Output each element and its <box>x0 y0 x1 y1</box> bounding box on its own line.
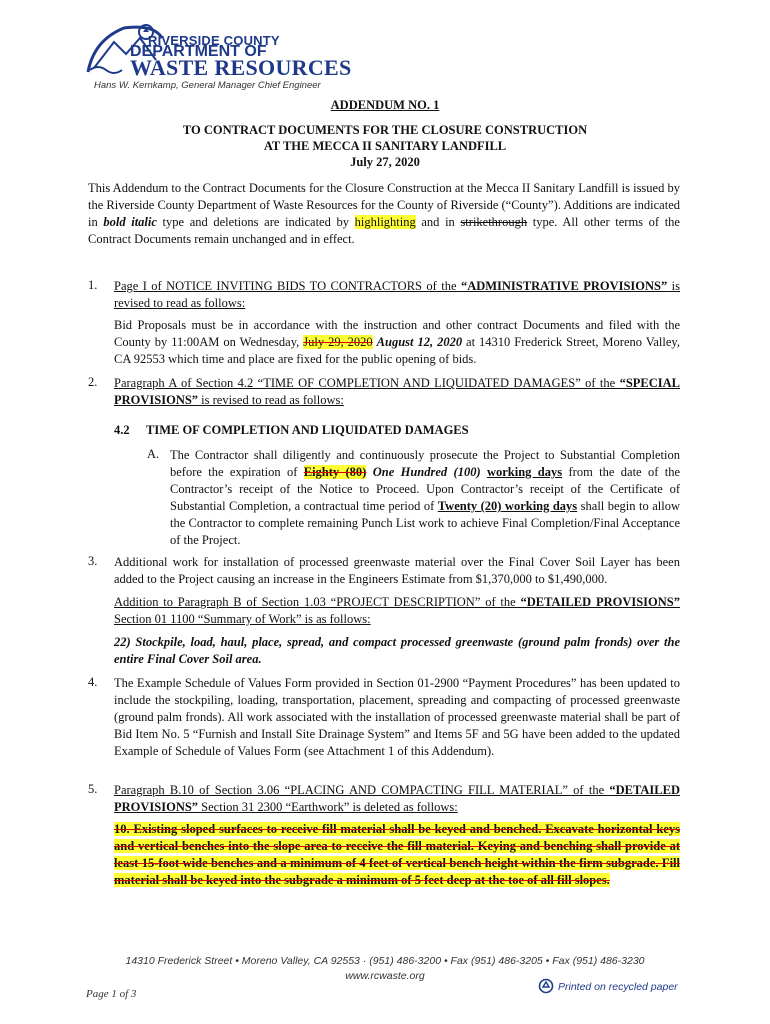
section-4-2-title: TIME OF COMPLETION AND LIQUIDATED DAMAGES <box>146 423 469 437</box>
logo-waste-text: WASTE RESOURCES <box>130 55 352 80</box>
title-line-1: TO CONTRACT DOCUMENTS FOR THE CLOSURE CONSTRUCTION <box>182 123 588 137</box>
item-1-number: 1. <box>88 278 98 292</box>
item-3-heading: Addition to Paragraph B of Section 1.03 “PROJECT DESCRIPTION” of the “DETAILED PROVISIONS” Section 01 1100 “Summary of Work” is as follows: <box>114 595 680 626</box>
logo-dept-text: DEPARTMENT OF <box>130 43 267 60</box>
item-3-paragraph: Additional work for installation of processed greenwaste material over the Final Cover Soil Layer has been added to the Project causing an increase in the Engineers Estimate from $1,370,000 to $1,490,000. <box>114 555 680 586</box>
intro-paragraph: This Addendum to the Contract Documents for the Closure Construction at the Mecca II Sanitary Landfill is issued by the Riverside County Department of Waste Resources for the County of Riverside (“County”). Additions are indicated in bold italic type and deletions are indicated by highlighting and in strikethrough type. All other terms of the Contract Documents remain unchanged and in effect. <box>88 181 680 246</box>
item-1-heading: Page I of NOTICE INVITING BIDS TO CONTRACTORS of the “ADMINISTRATIVE PROVISIONS” is revised to read as follows: <box>114 279 681 310</box>
item-5-heading: Paragraph B.10 of Section 3.06 “PLACING AND COMPACTING FILL MATERIAL” of the “DETAILED PROVISIONS” Section 31 2300 “Earthwork” is deleted as follows: <box>114 783 680 814</box>
title-line-2: AT THE MECCA II SANITARY LANDFILL <box>263 139 507 153</box>
paragraph-a-text: The Contractor shall diligently and continuously prosecute the Project to Substantial Completion before the expiration of Eighty (80) One Hundred (100) working days from the date of the Contractor’s receipt of the Notice to Proceed. Upon Contractor’s receipt of the Certificate of Substantial Completion, a contractual time period of Twenty (20) working days shall begin to allow the Contractor to complete remaining Punch List work to achieve Final Completion/Final Acceptance of the Project. <box>170 448 681 547</box>
addendum-title: ADDENDUM NO. 1 <box>330 98 440 112</box>
item-1-paragraph: Bid Proposals must be in accordance with the instruction and other contract Documents and filed with the County by 11:00AM on Wednesday, July 29, 2020 August 12, 2020 at 14310 Frederick Street, Moreno Valley, CA 92553 which time and place are fixed for the public opening of bids. <box>114 318 680 366</box>
recycled-paper-note: Printed on recycled paper <box>558 981 678 993</box>
item-5-deleted-text: 10. Existing sloped surfaces to receive fill material shall be keyed and benched. Excavate horizontal keys and vertical benches into the slope area to receive the fill material. Keying and benching shall provide at least 15-foot wide benches and a minimum of 4 feet of vertical bench height within the firm subgrade. Fill material shall be keyed into the subgrade a minimum of 5 feet deep at the toe of all fill slopes. <box>114 822 680 887</box>
footer-website[interactable]: www.rcwaste.org <box>345 970 425 982</box>
manager-line: Hans W. Kernkamp, General Manager Chief Engineer <box>94 80 321 91</box>
section-4-2-number: 4.2 <box>114 423 130 437</box>
page-number: Page 1 of 3 <box>86 988 137 1000</box>
paragraph-a-label: A. <box>147 447 160 461</box>
logo-county-text: RIVERSIDE COUNTY <box>148 33 280 48</box>
item-2-heading: Paragraph A of Section 4.2 “TIME OF COMPLETION AND LIQUIDATED DAMAGES” of the “SPECIAL PROVISIONS” is revised to read as follows: <box>114 376 680 407</box>
item-5-number: 5. <box>88 782 98 796</box>
item-2-number: 2. <box>88 375 98 389</box>
item-3-addition: 22) Stockpile, load, haul, place, spread, and compact processed greenwaste (ground palm fronds) over the entire Final Cover Soil area. <box>114 635 680 666</box>
recycle-icon <box>538 978 554 994</box>
item-4-paragraph: The Example Schedule of Values Form provided in Section 01-2900 “Payment Procedures” has been updated to include the stockpiling, loading, transportation, placement, spreading and compacting of processed greenwaste (ground palm fronds). All work associated with the installation of processed greenwaste material shall be part of Bid Item No. 5 “Furnish and Install Site Drainage System” and Items 5F and 5G have been added to the updated Example of Schedule of Values Form (see Attachment 1 of this Addendum). <box>114 676 680 758</box>
title-date: July 27, 2020 <box>350 155 420 169</box>
item-3-number: 3. <box>88 554 98 568</box>
footer-address: 14310 Frederick Street • Moreno Valley, CA 92553 · (951) 486-3200 • Fax (951) 486-3205 • Fax (951) 486-3230 <box>125 955 645 967</box>
item-4-number: 4. <box>88 675 98 689</box>
